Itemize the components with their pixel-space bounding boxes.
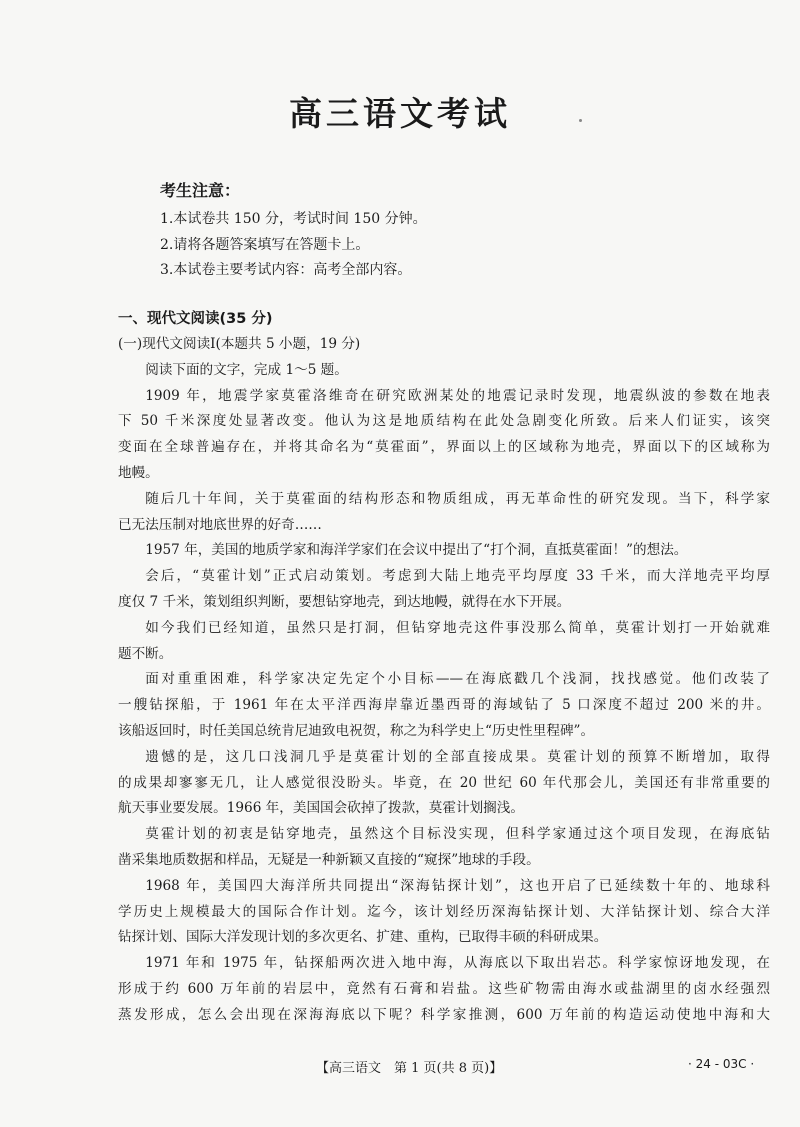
passage-line: 题不断。 (118, 645, 173, 662)
passage-line: 1971 年和 1975 年，钻探船两次进入地中海，从海底以下取出岩芯。科学家惊讶地发现，在 (145, 955, 770, 972)
passage-line: 航天事业要发展。1966 年，美国国会砍掉了拨款，莫霍计划搁浅。 (118, 800, 524, 817)
passage-line: 会后，“莫霍计划”正式启动策划。考虑到大陆上地壳平均厚度 33 千米，而大洋地壳平均厚 (145, 568, 770, 585)
passage-line: 1957 年，美国的地质学家和海洋学家们在会议中提出了“打个洞，直抵莫霍面！”的想法。 (145, 542, 688, 559)
section-heading: 一、现代文阅读(35 分) (118, 311, 273, 327)
passage-line: 蒸发形成，怎么会出现在深海海底以下呢？科学家推测，600 万年前的构造运动使地中海和大 (118, 1006, 770, 1023)
passage-line: 面对重重困难，科学家决定先定个小目标——在海底戳几个浅洞，找找感觉。他们改装了 (145, 671, 770, 688)
reading-section (118, 306, 770, 1029)
passage-line: 度仅 7 千米，策划组织判断，要想钻穿地壳，到达地幔，就得在水下开展。 (118, 593, 571, 610)
passage-line: 下 50 千米深度处显著改变。他认为这是地质结构在此处急剧变化所致。后来人们证实，该突 (118, 413, 770, 430)
passage-line: 1968 年，美国四大海洋所共同提出“深海钻探计划”，这也开启了已延续数十年的、地球科 (145, 877, 770, 894)
instruction-text: 阅读下面的文字，完成 1～5 题。 (145, 361, 348, 378)
notice-item: 2.请将各题答案填写在答题卡上。 (160, 236, 370, 253)
passage-line: 一艘钻探船，于 1961 年在太平洋西海岸靠近墨西哥的海域钻了 5 口深度不超过 200 米的井。 (118, 697, 770, 714)
passage-line: 钻探计划、国际大洋发现计划的多次更名、扩建、重构，已取得丰硕的科研成果。 (118, 929, 608, 946)
passage-line: 随后几十年间，关于莫霍面的结构形态和物质组成，再无革命性的研究发现。当下，科学家 (145, 490, 770, 507)
notice-block (160, 178, 427, 284)
scan-speck (579, 119, 582, 122)
passage-line: 1909 年，地震学家莫霍洛维奇在研究欧洲某处的地震记录时发现，地震纵波的参数在地表 (145, 387, 770, 404)
notice-item: 1.本试卷共 150 分，考试时间 150 分钟。 (160, 211, 427, 227)
passage-line: 莫霍计划的初衷是钻穿地壳，虽然这个目标没实现，但科学家通过这个项目发现，在海底钻 (145, 826, 770, 843)
passage-line: 该船返回时，时任美国总统肯尼迪致电祝贺，称之为科学史上“历史性里程碑”。 (118, 722, 595, 739)
subsection-heading: (一)现代文阅读Ⅰ(本题共 5 小题，19 分) (118, 336, 361, 352)
notice-heading: 考生注意： (160, 181, 241, 200)
passage-line: 凿采集地质数据和样品，无疑是一种新颖又直接的“窥探”地球的手段。 (118, 851, 540, 868)
passage-line: 已无法压制对地底世界的好奇…… (118, 516, 322, 533)
passage-line: 如今我们已经知道，虽然只是打洞，但钻穿地壳这件事没那么简单，莫霍计划打一开始就难 (145, 619, 770, 636)
footer-code: · 24 - 03C · (688, 1057, 755, 1071)
footer-page-info: 【高三语文 第 1 页(共 8 页)】 (316, 1061, 503, 1076)
page-title: 高三语文考试 (289, 94, 511, 133)
passage-line: 形成于约 600 万年前的岩层中，竟然有石膏和岩盐。这些矿物需由海水或盐湖里的卤水经强烈 (118, 980, 770, 997)
passage-line: 的成果却寥寥无几，让人感觉很没盼头。毕竟，在 20 世纪 60 年代那会儿，美国还有非常重要的 (118, 774, 770, 791)
passage-line: 遗憾的是，这几口浅洞几乎是莫霍计划的全部直接成果。莫霍计划的预算不断增加，取得 (145, 748, 770, 765)
passage-line: 地幔。 (118, 464, 159, 481)
passage-text (118, 384, 770, 1029)
passage-line: 学历史上规模最大的国际合作计划。迄今，该计划经历深海钻探计划、大洋钻探计划、综合大洋 (118, 903, 770, 920)
notice-item: 3.本试卷主要考试内容：高考全部内容。 (160, 262, 412, 278)
passage-line: 变面在全球普遍存在，并将其命名为“莫霍面”，界面以上的区域称为地壳，界面以下的区域称为 (118, 439, 770, 456)
